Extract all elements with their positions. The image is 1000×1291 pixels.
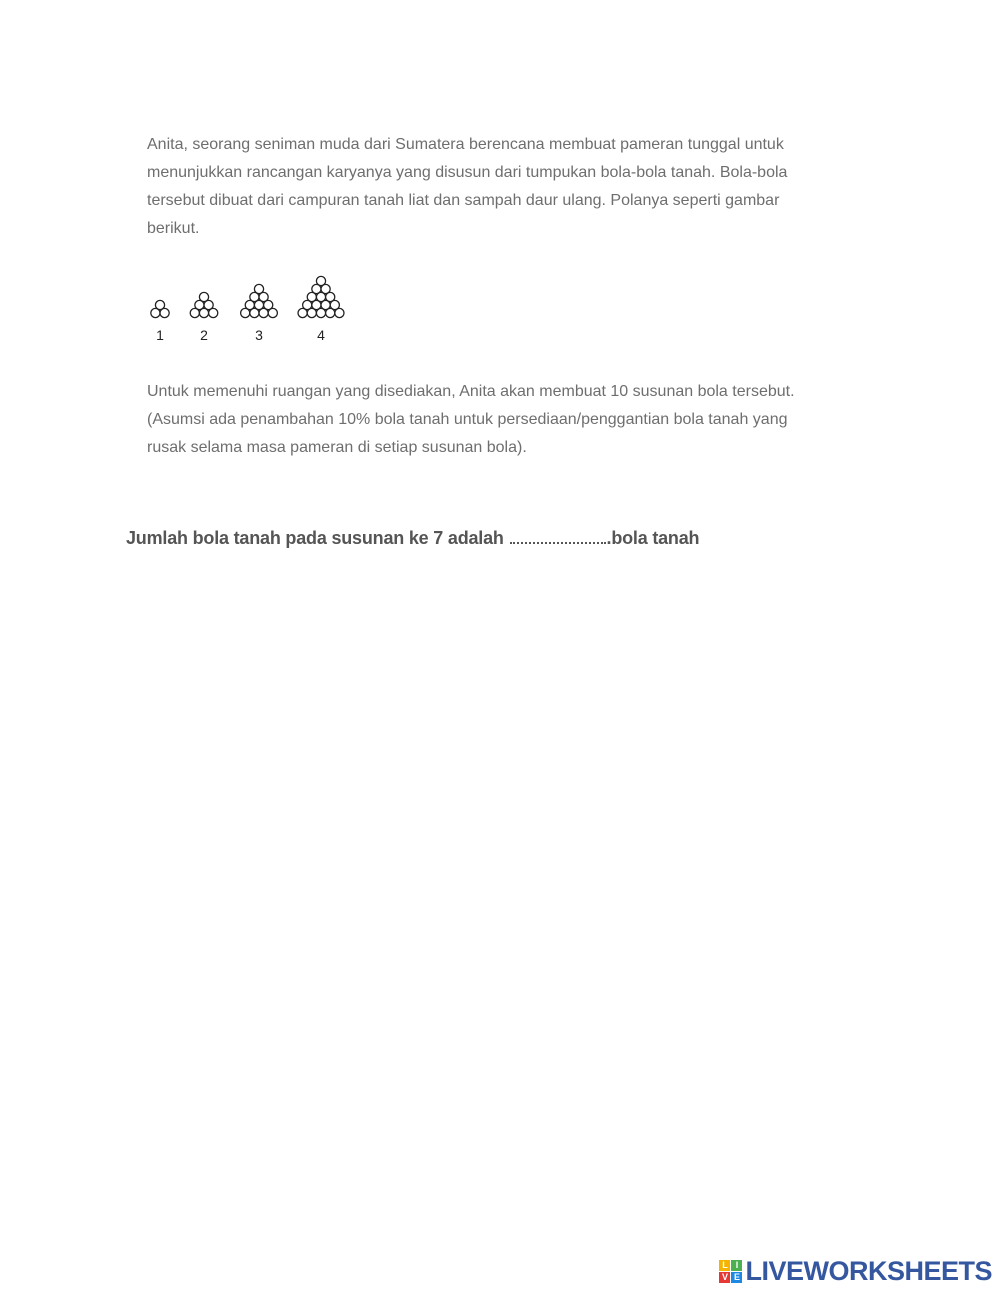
- liveworksheets-logo: [719, 1255, 992, 1287]
- logo-tile: L: [719, 1260, 730, 1271]
- stack-number-label: 3: [255, 327, 263, 343]
- intro-line: Anita, seorang seniman muda dari Sumatera berencana membuat pameran tunggal untuk: [147, 136, 784, 153]
- answer-input-blank[interactable]: [510, 542, 606, 544]
- logo-text: LIVEWORKSHEETS: [745, 1255, 992, 1286]
- question-text: Jumlah bola tanah pada susunan ke 7 adalah: [126, 528, 509, 548]
- intro-line: tersebut dibuat dari campuran tanah liat dan sampah daur ulang. Polanya seperti gambar: [147, 192, 780, 209]
- ball-stack-3: [241, 284, 278, 317]
- room-paragraph: [147, 378, 867, 462]
- stack-number-label: 2: [200, 327, 208, 343]
- intro-line: menunjukkan rancangan karyanya yang disusun dari tumpukan bola-bola tanah. Bola-bola: [147, 164, 788, 181]
- ball-stack-4: [298, 276, 344, 317]
- stack-number-label: 4: [317, 327, 325, 343]
- ball-stack-1: [151, 300, 169, 317]
- ball-stack-2: [190, 292, 218, 317]
- stack-number-label: 1: [156, 327, 164, 343]
- room-line: rusak selama masa pameran di setiap susunan bola).: [147, 439, 527, 456]
- logo-tile: E: [731, 1272, 742, 1283]
- logo-tile: I: [731, 1260, 742, 1271]
- room-line: (Asumsi ada penambahan 10% bola tanah untuk persediaan/penggantian bola tanah yang: [147, 411, 788, 428]
- intro-line: berikut.: [147, 220, 200, 237]
- logo-mark-icon: [719, 1260, 742, 1283]
- clay-ball: [155, 300, 164, 309]
- question-unit-text: .bola tanah: [606, 528, 700, 548]
- question-line: [126, 528, 699, 549]
- clay-ball: [254, 284, 263, 293]
- logo-tile: V: [719, 1272, 730, 1283]
- intro-paragraph: [147, 131, 847, 243]
- clay-ball: [316, 276, 325, 285]
- clay-ball: [199, 292, 208, 301]
- ball-stack-pattern-figure: [140, 262, 370, 352]
- room-line: Untuk memenuhi ruangan yang disediakan, Anita akan membuat 10 susunan bola tersebut.: [147, 383, 795, 400]
